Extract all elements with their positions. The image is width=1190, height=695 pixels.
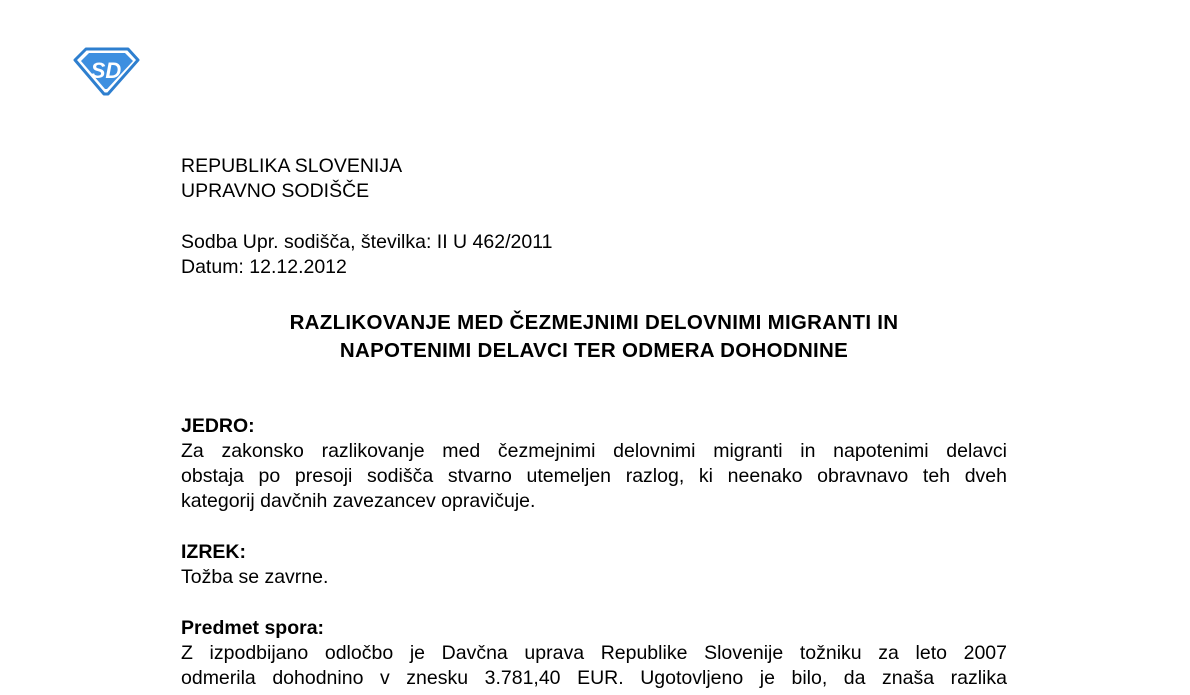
- section-predmet: [181, 616, 1007, 691]
- jedro-line-3: kategorij davčnih zavezancev opravičuje.: [181, 490, 536, 512]
- court-name: UPRAVNO SODIŠČE: [181, 180, 370, 202]
- section-jedro: [181, 414, 1007, 514]
- section-izrek: [181, 540, 1007, 590]
- predmet-heading: Predmet spora:: [181, 617, 325, 639]
- izrek-heading: IZREK:: [181, 541, 246, 563]
- jedro-line-2: obstaja po presoji sodišča stvarno utemeljen razlog, ki neenako obravnavo teh dveh: [181, 465, 1007, 487]
- sd-shield-icon: [72, 46, 140, 96]
- jedro-heading: JEDRO:: [181, 415, 255, 437]
- case-info: [181, 230, 1007, 280]
- title-line-2: NAPOTENIMI DELAVCI TER ODMERA DOHODNINE: [339, 339, 849, 362]
- title-line-1: RAZLIKOVANJE MED ČEZMEJNIMI DELOVNIMI MIGRANTI IN: [289, 311, 899, 334]
- case-date: Datum: 12.12.2012: [181, 256, 347, 278]
- republic-name: REPUBLIKA SLOVENIJA: [181, 155, 403, 177]
- predmet-line-1: Z izpodbijano odločbo je Davčna uprava Republike Slovenije tožniku za leto 2007: [181, 642, 1007, 664]
- case-reference: Sodba Upr. sodišča, številka: II U 462/2011: [181, 231, 553, 253]
- predmet-line-2: odmerila dohodnino v znesku 3.781,40 EUR. Ugotovljeno je bilo, da znaša razlika: [181, 667, 1007, 689]
- court-logo: [72, 46, 140, 96]
- court-header: [181, 154, 1007, 204]
- document-title: [181, 309, 1007, 365]
- jedro-line-1: Za zakonsko razlikovanje med čezmejnimi delovnimi migranti in napotenimi delavci: [181, 440, 1007, 462]
- logo-text: SD: [90, 58, 122, 83]
- izrek-line-1: Tožba se zavrne.: [181, 566, 329, 588]
